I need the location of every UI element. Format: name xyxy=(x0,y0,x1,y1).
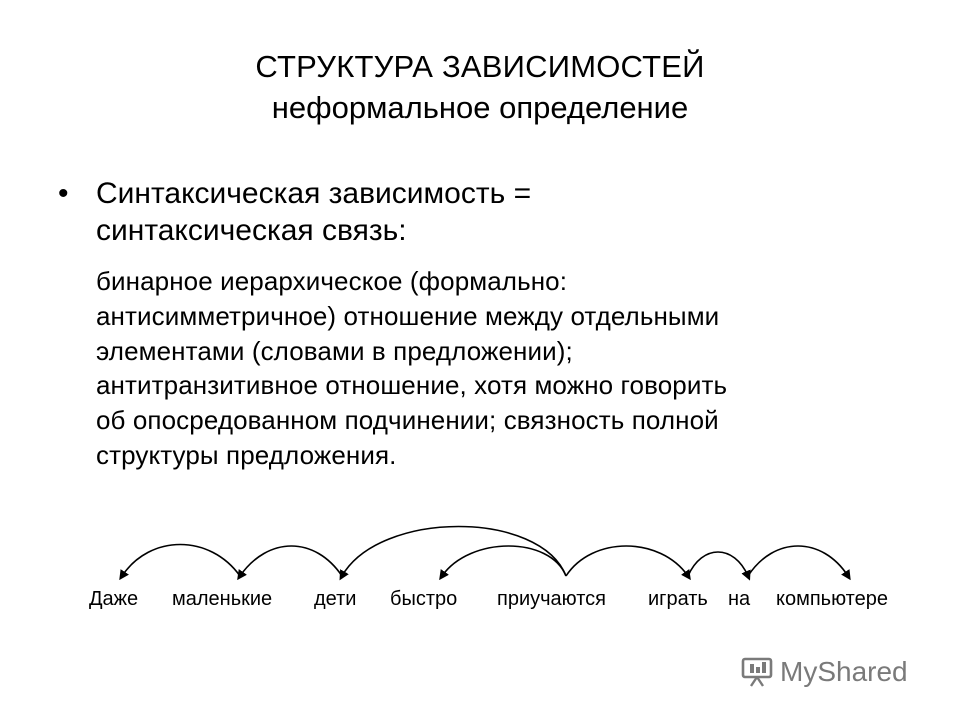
bullet-line-2: синтаксическая связь: xyxy=(96,213,407,247)
definition-line-6: структуры предложения. xyxy=(96,440,397,471)
word-dazhe: Даже xyxy=(89,588,139,610)
arc-priuchayutsya-deti xyxy=(342,527,566,577)
bullet-marker: • xyxy=(58,177,69,210)
arc-priuchayutsya-bystro xyxy=(442,546,566,576)
word-igrat: играть xyxy=(648,588,708,610)
definition-line-1: бинарное иерархическое (формально: xyxy=(96,266,568,296)
word-bystro: быстро xyxy=(390,588,458,610)
definition-text xyxy=(96,264,916,473)
arc-igrat-na xyxy=(688,552,748,576)
arc-na-kompyutere xyxy=(748,546,848,576)
definition-line-3: элементами (словами в предложении); xyxy=(96,335,573,366)
bullet-line-1: Синтаксическая зависимость = xyxy=(96,177,532,210)
slide-title xyxy=(0,48,960,128)
word-deti: дети xyxy=(314,588,357,610)
arc-priuchayutsya-igrat xyxy=(566,546,688,576)
word-na: на xyxy=(728,588,751,610)
presentation-icon xyxy=(740,655,774,689)
sentence-words xyxy=(0,588,960,618)
arc-malenkie-dazhe xyxy=(122,545,240,577)
watermark-logo xyxy=(740,654,908,690)
definition-line-5: об опосредованном подчинении; связность полной xyxy=(96,405,719,436)
title-subtitle: неформальное определение xyxy=(271,89,689,125)
bullet-text xyxy=(96,176,916,250)
word-kompyutere: компьютере xyxy=(776,588,888,610)
title-main: СТРУКТУРА ЗАВИСИМОСТЕЙ xyxy=(255,49,705,84)
definition-line-4: антитранзитивное отношение, хотя можно говорить xyxy=(96,370,728,401)
logo-text: MyShared xyxy=(780,656,908,687)
word-priuchayutsya: приучаются xyxy=(497,588,606,610)
word-malenkie: маленькие xyxy=(172,588,273,610)
arc-deti-malenkie xyxy=(240,546,342,576)
definition-line-2: антисимметричное) отношение между отдельными xyxy=(96,300,720,331)
